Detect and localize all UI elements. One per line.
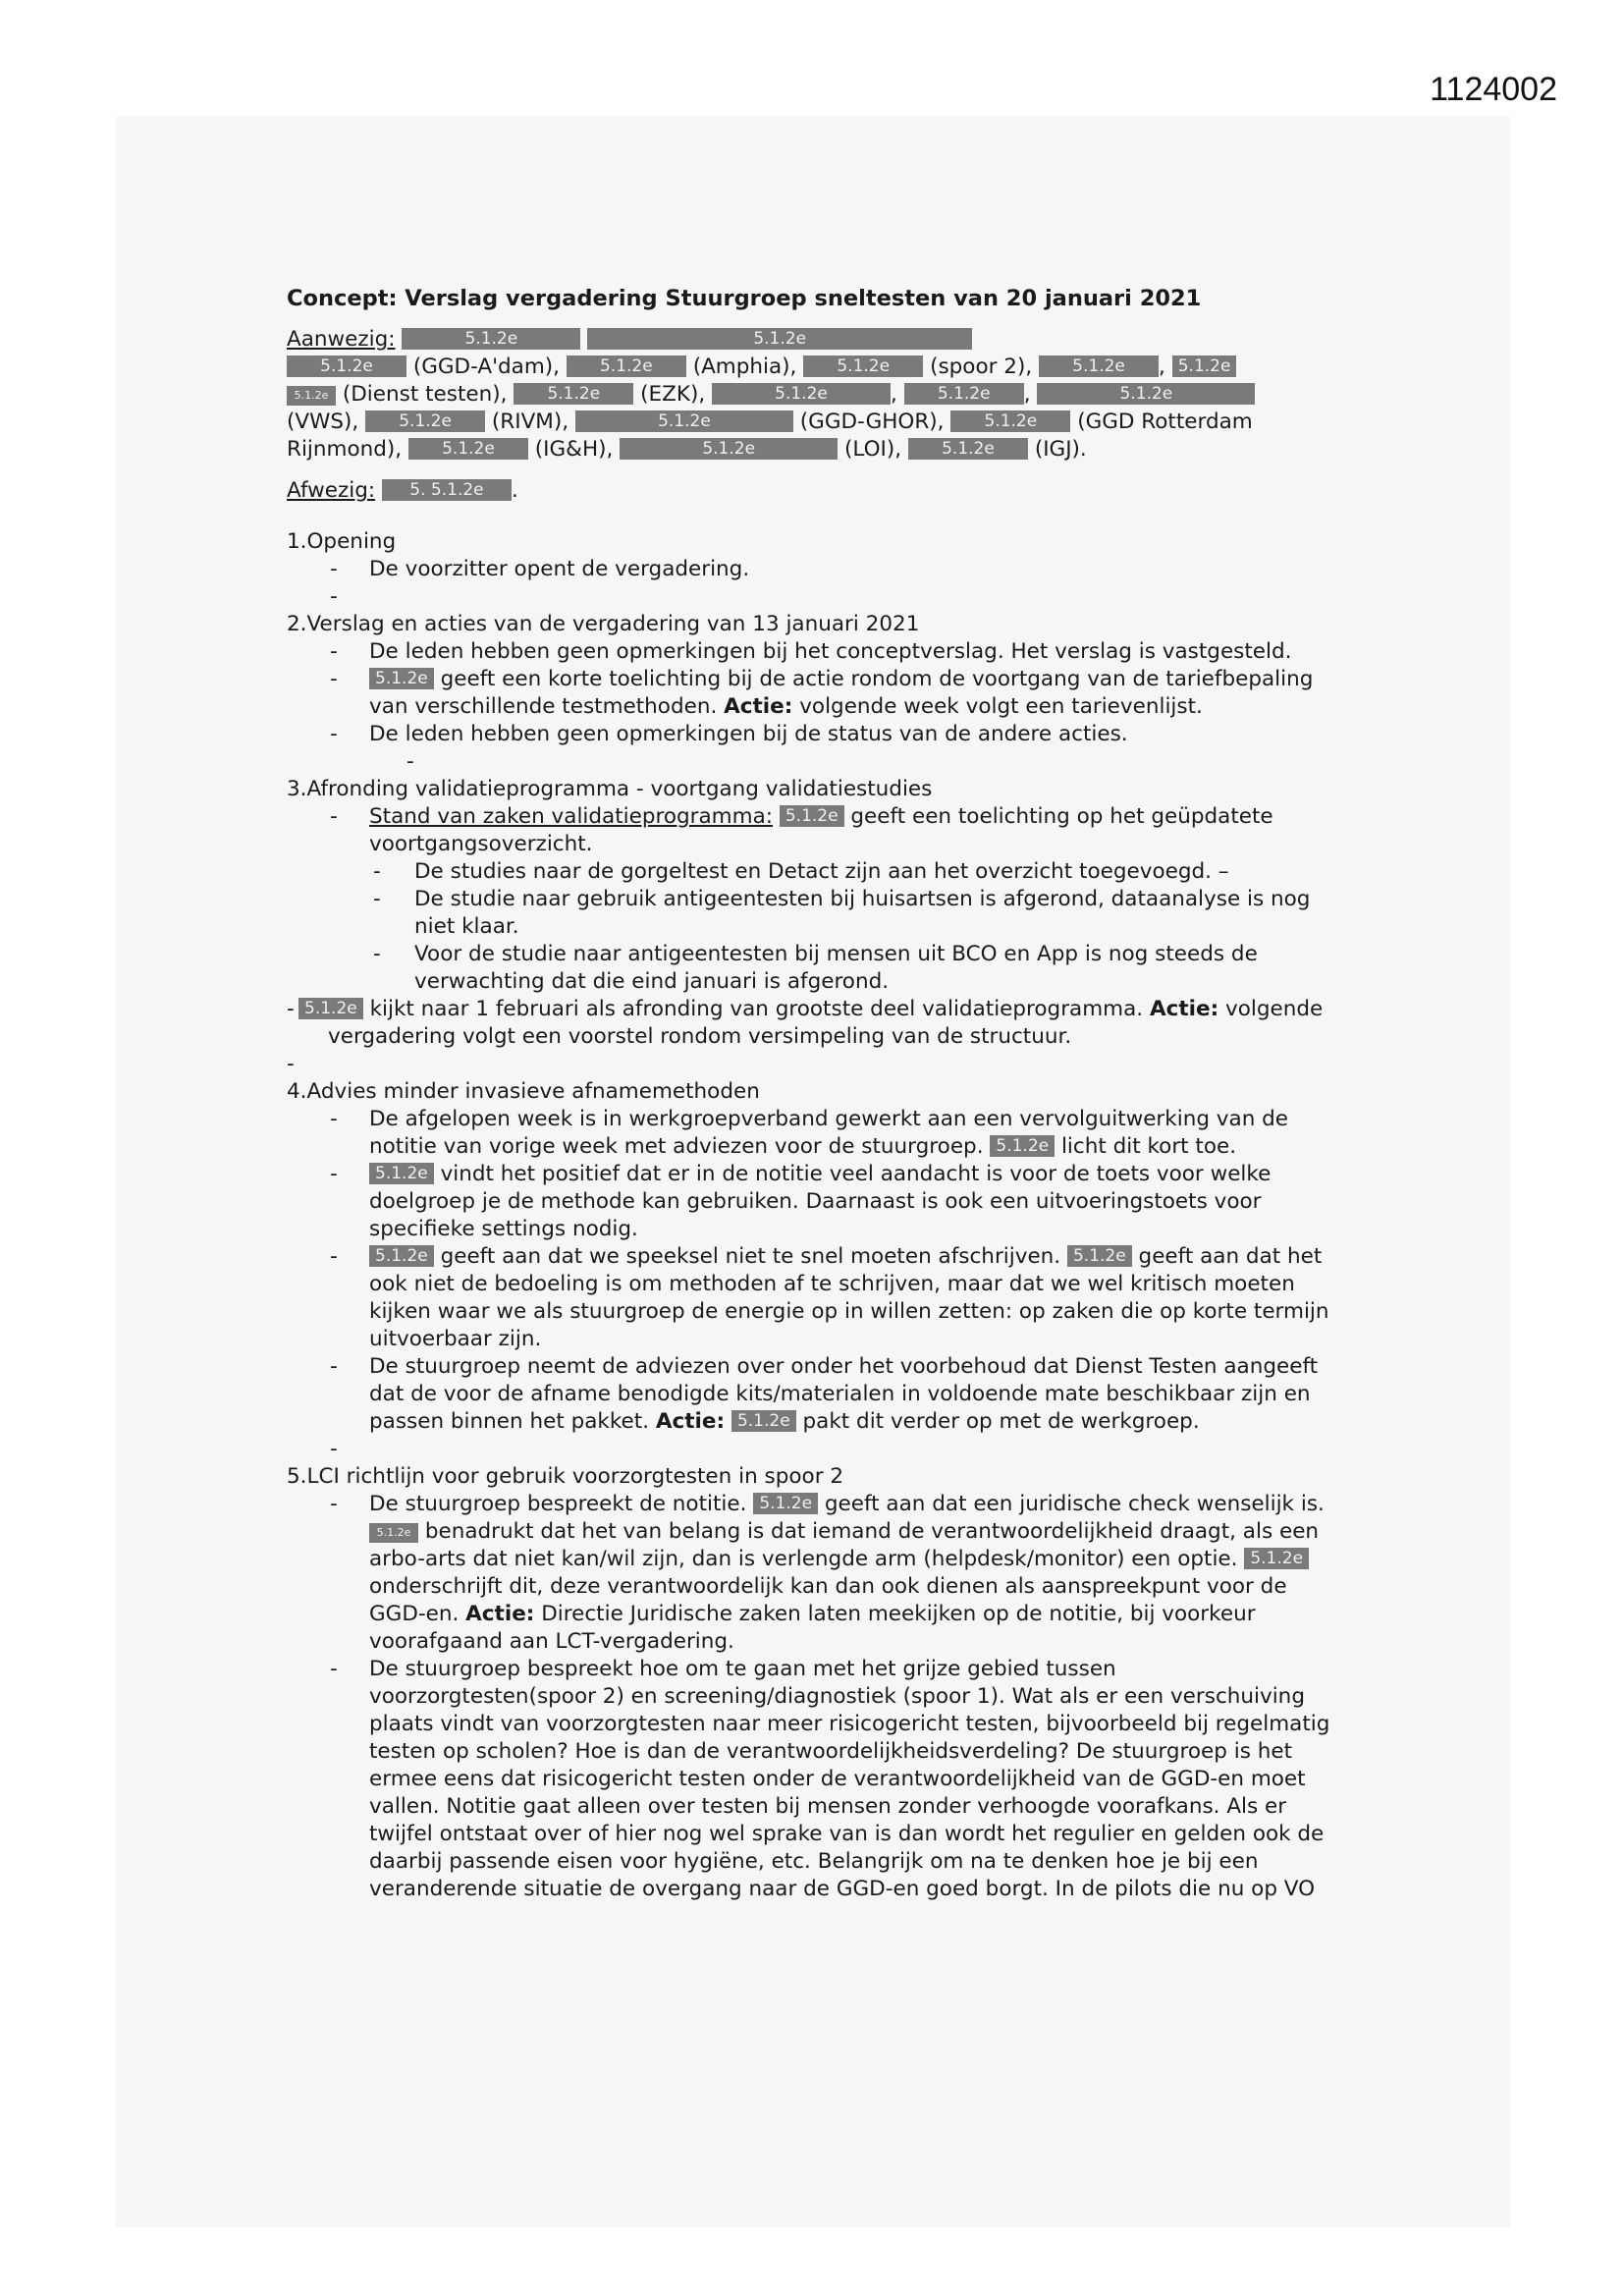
list-item: - 5.1.2e geeft aan dat we speeksel niet te snel moeten afschrijven. 5.1.2e geeft aan dat het ook niet de bedoeling is om methoden af te schrijven, maar dat we wel kritisch moeten kijken waar we als stuurgroep de energie op in willen zetten: op zaken die op korte termijn uitvoerbaar zijn. — [330, 1244, 1329, 1351]
empty-dash: - — [330, 584, 338, 609]
attendee-org: (LOI), — [844, 437, 902, 462]
attendees-line-4 — [287, 409, 1357, 436]
attendees-label: Aanwezig: — [287, 327, 396, 352]
document-title: Concept: Verslag vergadering Stuurgroep sneltesten van 20 januari 2021 — [287, 286, 1202, 311]
attendee-org: (GGD-A'dam), — [412, 355, 560, 379]
attendee-org: (IG&H), — [534, 437, 614, 462]
redaction-block: 5.1.2e — [908, 438, 1028, 460]
list-item: - 5.1.2e geeft een korte toelichting bij de actie rondom de voortgang van de tariefbepaling van verschillende testmethoden. Actie: volgende week volgt een tarievenlijst. — [330, 667, 1314, 719]
redaction-block: 5.1.2e — [365, 410, 485, 432]
redaction-block: 5.1.2e — [1172, 355, 1237, 377]
list-item: - De leden hebben geen opmerkingen bij het conceptverslag. Het verslag is vastgesteld. — [330, 639, 1292, 664]
empty-dash: - — [287, 1052, 295, 1076]
redaction-block: 5.1.2e — [620, 438, 838, 460]
redaction-block: 5.1.2e — [803, 355, 923, 377]
section-4-title: 4.Advies minder invasieve afnamemethoden — [287, 1079, 760, 1104]
sub-list-item: - De studies naar de gorgeltest en Detact zijn aan het overzicht toegevoegd. – — [373, 859, 1229, 884]
redaction-block: 5.1.2e — [1037, 383, 1255, 405]
redaction-block: 5.1.2e — [575, 410, 793, 432]
document-body — [287, 285, 1357, 1903]
list-item: - De stuurgroep bespreekt de notitie. 5.1.2e geeft aan dat een juridische check wenselijk is. 5.1.2e benadrukt dat het van belang is dat iemand de verantwoordelijkheid draagt, als een arbo-arts dat niet kan/wil zijn, dan is verlengde arm (helpdesk/monitor) een optie. 5.1.2e onderschrijft dit, deze verantwoordelijk kan dan ook dienen als aanspreekpunt voor de GGD-en. Actie: Directie Juridische zaken laten meekijken op de notitie, bij voorkeur voorafgaand aan LCT-vergadering. — [330, 1492, 1325, 1654]
list-item: - De stuurgroep bespreekt hoe om te gaan met het grijze gebied tussen voorzorgtesten(spoor 2) en screening/diagnostiek (spoor 1). Wat als er een verschuiving plaats vindt van voorzorgtesten naar meer risicogericht testen, bijvoorbeeld bij regelmatig testen op scholen? Hoe is dan de verantwoordelijkheidsverdeling? De stuurgroep is het ermee eens dat risicogericht testen onder de verantwoordelijkheid van de GGD-en moet vallen. Notitie gaat alleen over testen bij mensen zonder verhoogde voorafkans. Als er twijfel ontstaat over of hier nog wel sprake van is dan wordt het regulier en gelden ook de daarbij passende eisen voor hygiëne, etc. Belangrijk om na te denken hoe je bij een veranderende situatie de overgang naar de GGD-en goed borgt. In de pilots die nu op VO — [330, 1657, 1330, 1901]
redaction-block: 5.1.2e — [1039, 355, 1159, 377]
attendee-org: (VWS), — [287, 410, 359, 434]
section-1-title: 1.Opening — [287, 529, 397, 554]
redaction-block: 5.1.2e — [567, 355, 686, 377]
redaction-block: 5.1.2e — [408, 438, 528, 460]
list-item: - De leden hebben geen opmerkingen bij de status van de andere acties. — [330, 722, 1128, 746]
redaction-block: 5.1.2e — [287, 355, 406, 377]
section-5-title: 5.LCI richtlijn voor gebruik voorzorgtesten in spoor 2 — [287, 1464, 844, 1489]
empty-dash: - — [406, 749, 414, 774]
redaction-block: 5.1.2e — [587, 328, 972, 350]
redaction-block: 5.1.2e — [287, 386, 336, 406]
attendee-org: (GGD-GHOR), — [799, 410, 945, 434]
attendee-separator: , — [891, 382, 897, 407]
attendee-org: (IGJ). — [1034, 437, 1087, 462]
list-item: - Stand van zaken validatieprogramma: 5.1.2e geeft een toelichting op het geüpdatete voortgangsoverzicht. — [330, 804, 1273, 856]
absentees-line: Afwezig: 5. 5.1.2e . — [287, 478, 518, 503]
attendee-org: (GGD Rotterdam — [1077, 410, 1253, 434]
list-item: - 5.1.2e vindt het positief dat er in de notitie veel aandacht is voor de toets voor welke doelgroep je de methode kan gebruiken. Daarnaast is ook een uitvoeringstoets voor specifieke settings nodig. — [330, 1162, 1272, 1241]
attendee-org: (Dienst testen), — [342, 382, 508, 407]
attendees-line-5 — [287, 436, 1357, 464]
list-item: - 5.1.2e kijkt naar 1 februari als afronding van grootste deel validatieprogramma. Actie: volgende vergadering volgt een voorstel rondom versimpeling van de structuur. — [287, 997, 1324, 1049]
list-item: - De stuurgroep neemt de adviezen over onder het voorbehoud dat Dienst Testen aangeeft dat de voor de afname benodigde kits/materialen in voldoende mate beschikbaar zijn en passen binnen het pakket. Actie: 5.1.2e pakt dit verder op met de werkgroep. — [330, 1354, 1319, 1434]
redaction-block: 5. 5.1.2e — [382, 479, 512, 501]
sub-list-item: - De studie naar gebruik antigeentesten bij huisartsen is afgerond, dataanalyse is nog niet klaar. — [373, 887, 1311, 939]
sub-list-item: - Voor de studie naar antigeentesten bij mensen uit BCO en App is nog steeds de verwachting dat die eind januari is afgerond. — [373, 942, 1258, 994]
attendee-org: (spoor 2), — [930, 355, 1033, 379]
empty-dash: - — [330, 1437, 338, 1461]
attendee-org: (RIVM), — [491, 410, 569, 434]
attendees-line-3 — [287, 381, 1357, 409]
redaction-block: 5.1.2e — [904, 383, 1024, 405]
document-id: 1124002 — [1430, 71, 1557, 108]
attendee-org: (EZK), — [640, 382, 706, 407]
redaction-block: 5.1.2e — [514, 383, 633, 405]
attendees-line-2 — [287, 354, 1357, 381]
absentees-label: Afwezig: — [287, 478, 376, 503]
section-2-title: 2.Verslag en acties van de vergadering van 13 januari 2021 — [287, 612, 920, 636]
list-item: - De voorzitter opent de vergadering. — [330, 557, 750, 581]
attendee-separator: , — [1023, 382, 1031, 407]
list-item: - De afgelopen week is in werkgroepverband gewerkt aan een vervolguitwerking van de notitie van vorige week met adviezen voor de stuurgroep. 5.1.2e licht dit kort toe. — [330, 1107, 1289, 1159]
redaction-block: 5.1.2e — [402, 328, 580, 350]
section-3-title: 3.Afronding validatieprogramma - voortgang validatiestudies — [287, 777, 933, 801]
attendee-org: Rijnmond), — [287, 437, 403, 462]
attendees-line-1 — [287, 326, 1357, 354]
redaction-block: 5.1.2e — [950, 410, 1070, 432]
attendee-org: (Amphia), — [692, 355, 797, 379]
redaction-block: 5.1.2e — [712, 383, 891, 405]
attendee-separator: , — [1159, 355, 1165, 379]
